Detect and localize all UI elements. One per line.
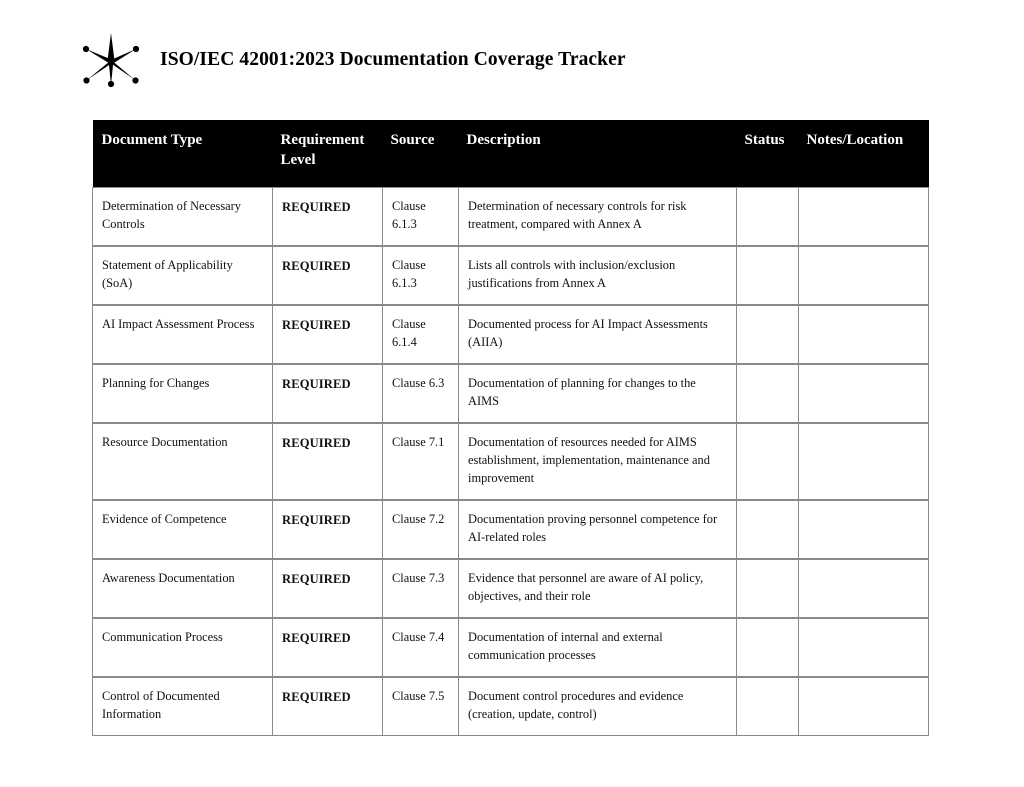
cell-notes-location[interactable] — [799, 423, 929, 500]
cell-status[interactable] — [737, 559, 799, 618]
cell-source: Clause 6.1.4 — [383, 305, 459, 364]
cell-requirement-level: REQUIRED — [273, 187, 383, 245]
cell-status[interactable] — [737, 500, 799, 559]
cell-requirement-level: REQUIRED — [273, 364, 383, 423]
cell-requirement-level: REQUIRED — [273, 677, 383, 735]
cell-requirement-level: REQUIRED — [273, 618, 383, 677]
cell-requirement-level: REQUIRED — [273, 500, 383, 559]
cell-notes-location[interactable] — [799, 364, 929, 423]
cell-document-type: Evidence of Competence — [93, 500, 273, 559]
column-header-notes-location: Notes/Location — [799, 120, 929, 187]
cell-notes-location[interactable] — [799, 187, 929, 245]
column-header-document-type: Document Type — [93, 120, 273, 187]
cell-document-type: AI Impact Assessment Process — [93, 305, 273, 364]
column-header-requirement-level: Requirement Level — [273, 120, 383, 187]
cell-document-type: Awareness Documentation — [93, 559, 273, 618]
cell-document-type: Statement of Applicability (SoA) — [93, 246, 273, 305]
cell-status[interactable] — [737, 618, 799, 677]
table-row — [93, 305, 929, 364]
column-header-status: Status — [737, 120, 799, 187]
cell-document-type: Communication Process — [93, 618, 273, 677]
table-row — [93, 500, 929, 559]
cell-source: Clause 7.3 — [383, 559, 459, 618]
cell-requirement-level: REQUIRED — [273, 305, 383, 364]
cell-requirement-level: REQUIRED — [273, 246, 383, 305]
table-row — [93, 559, 929, 618]
cell-description: Lists all controls with inclusion/exclusion justifications from Annex A — [459, 246, 737, 305]
table-row — [93, 246, 929, 305]
cell-notes-location[interactable] — [799, 677, 929, 735]
cell-status[interactable] — [737, 677, 799, 735]
column-header-source: Source — [383, 120, 459, 187]
cell-document-type: Planning for Changes — [93, 364, 273, 423]
cell-status[interactable] — [737, 423, 799, 500]
cell-document-type: Determination of Necessary Controls — [93, 187, 273, 245]
cell-description: Documented process for AI Impact Assessments (AIIA) — [459, 305, 737, 364]
table-body — [93, 187, 929, 735]
cell-description: Documentation of internal and external communication processes — [459, 618, 737, 677]
cell-source: Clause 6.1.3 — [383, 187, 459, 245]
cell-document-type: Resource Documentation — [93, 423, 273, 500]
column-header-description: Description — [459, 120, 737, 187]
cell-source: Clause 6.1.3 — [383, 246, 459, 305]
cell-status[interactable] — [737, 246, 799, 305]
cell-notes-location[interactable] — [799, 305, 929, 364]
cell-status[interactable] — [737, 305, 799, 364]
six-pointed-star-icon — [80, 29, 142, 91]
tracker-table — [92, 120, 929, 736]
cell-notes-location[interactable] — [799, 500, 929, 559]
cell-description: Documentation of resources needed for AIMS establishment, implementation, maintenance and improvement — [459, 423, 737, 500]
cell-notes-location[interactable] — [799, 246, 929, 305]
cell-description: Determination of necessary controls for risk treatment, compared with Annex A — [459, 187, 737, 245]
cell-notes-location[interactable] — [799, 559, 929, 618]
document-header — [80, 24, 940, 96]
cell-source: Clause 7.4 — [383, 618, 459, 677]
table-row — [93, 618, 929, 677]
cell-requirement-level: REQUIRED — [273, 559, 383, 618]
cell-notes-location[interactable] — [799, 618, 929, 677]
cell-source: Clause 7.5 — [383, 677, 459, 735]
cell-description: Document control procedures and evidence (creation, update, control) — [459, 677, 737, 735]
cell-status[interactable] — [737, 364, 799, 423]
cell-description: Documentation of planning for changes to the AIMS — [459, 364, 737, 423]
cell-description: Documentation proving personnel competence for AI-related roles — [459, 500, 737, 559]
cell-requirement-level: REQUIRED — [273, 423, 383, 500]
table-row — [93, 677, 929, 735]
cell-document-type: Control of Documented Information — [93, 677, 273, 735]
cell-description: Evidence that personnel are aware of AI policy, objectives, and their role — [459, 559, 737, 618]
table-row — [93, 364, 929, 423]
cell-status[interactable] — [737, 187, 799, 245]
documentation-coverage-table — [92, 120, 928, 736]
cell-source: Clause 6.3 — [383, 364, 459, 423]
cell-source: Clause 7.2 — [383, 500, 459, 559]
cell-source: Clause 7.1 — [383, 423, 459, 500]
table-header-row — [93, 120, 929, 187]
page-title: ISO/IEC 42001:2023 Documentation Coverage Tracker — [160, 49, 626, 71]
table-row — [93, 423, 929, 500]
table-row — [93, 187, 929, 245]
